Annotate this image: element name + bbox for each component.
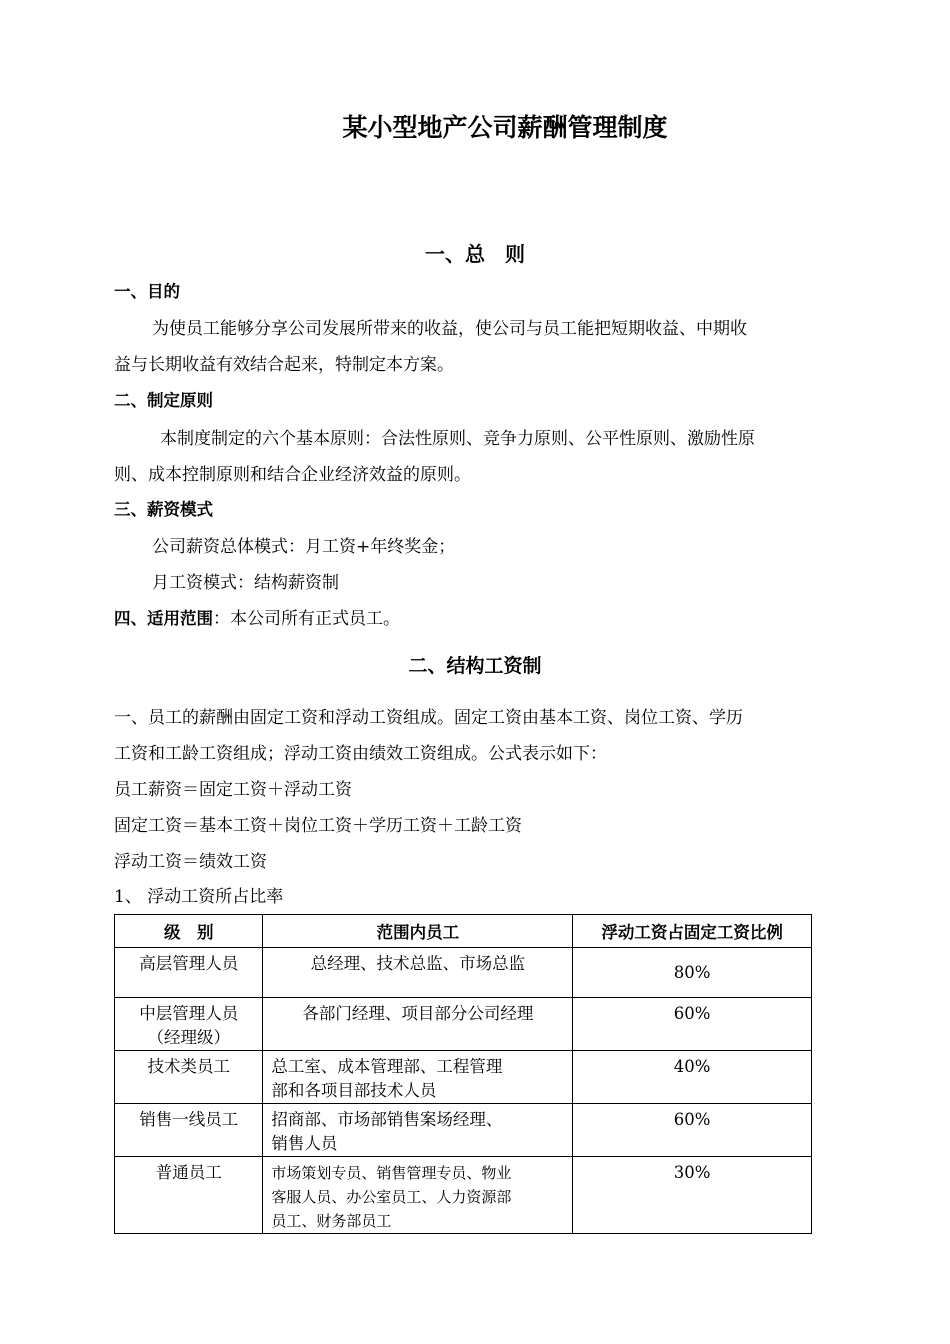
- salary-model-line-1: 公司薪资总体模式：月工资+年终奖金；: [152, 537, 456, 557]
- table-row: [115, 1157, 812, 1234]
- scope-text: ：本公司所有正式员工。: [213, 609, 400, 629]
- purpose-text-line-2: 益与长期收益有效结合起来，特制定本方案。: [114, 355, 454, 375]
- document-title: 某小型地产公司薪酬管理制度: [342, 113, 668, 142]
- header-level: 级 别: [115, 915, 263, 948]
- rate-text: 40%: [673, 1057, 711, 1076]
- table-row: [115, 948, 812, 998]
- subsection-floating-ratio: 1、 浮动工资所占比率: [114, 887, 284, 907]
- section-label-principles: 二、制定原则: [114, 391, 213, 410]
- cell-rate: [573, 998, 812, 1051]
- table-row: [115, 1104, 812, 1157]
- section-label-scope: 四、适用范围: [114, 609, 213, 628]
- table-row: [115, 998, 812, 1051]
- cell-level: [115, 1104, 263, 1157]
- level-text: 中层管理人员: [139, 1004, 239, 1023]
- section-label-purpose: 一、目的: [114, 282, 180, 301]
- table-header-row: [115, 915, 812, 948]
- purpose-text-line-1: 为使员工能够分享公司发展所带来的收益，使公司与员工能把短期收益、中期收: [152, 319, 747, 339]
- rate-text: 60%: [673, 1004, 711, 1023]
- header-ratio: 浮动工资占固定工资比例: [573, 915, 812, 948]
- formula-fixed-salary: 固定工资＝基本工资＋岗位工资＋学历工资＋工龄工资: [114, 816, 522, 836]
- cell-scope: [263, 948, 573, 998]
- header-scope: 范围内员工: [263, 915, 573, 948]
- cell-level: [115, 1051, 263, 1104]
- cell-rate: [573, 1157, 812, 1234]
- cell-scope: [263, 1104, 573, 1157]
- scope-text: 各部门经理、项目部分公司经理: [302, 1004, 534, 1023]
- scope-text: 客服人员、办公室员工、人力资源部: [271, 1188, 512, 1206]
- cell-rate: [573, 1051, 812, 1104]
- principles-text-line-1: 本制度制定的六个基本原则：合法性原则、竞争力原则、公平性原则、激励性原: [160, 429, 755, 449]
- scope-text: 员工、财务部员工: [271, 1212, 392, 1230]
- level-text: 普通员工: [155, 1163, 222, 1182]
- cell-level: [115, 1157, 263, 1234]
- scope-text: 销售人员: [271, 1134, 338, 1153]
- cell-rate: [573, 1104, 812, 1157]
- scope-text: 市场策划专员、销售管理专员、物业: [271, 1164, 512, 1182]
- level-text: 技术类员工: [147, 1057, 230, 1076]
- level-text: 高层管理人员: [139, 954, 239, 973]
- principles-text-line-2: 则、成本控制原则和结合企业经济效益的原则。: [114, 465, 471, 485]
- scope-text: 招商部、市场部销售案场经理、: [271, 1110, 503, 1129]
- structure-text-line-1: 一、员工的薪酬由固定工资和浮动工资组成。固定工资由基本工资、岗位工资、学历: [114, 708, 743, 728]
- chapter-heading-general: 一、总 则: [425, 242, 525, 266]
- chapter-heading-structure: 二、结构工资制: [408, 655, 542, 677]
- cell-scope: [263, 1051, 573, 1104]
- level-text: （经理级）: [147, 1028, 230, 1047]
- scope-text: 总经理、技术总监、市场总监: [310, 954, 526, 973]
- structure-text-line-2: 工资和工龄工资组成；浮动工资由绩效工资组成。公式表示如下：: [114, 744, 607, 764]
- rate-text: 30%: [673, 1163, 711, 1182]
- scope-line: [114, 604, 400, 629]
- cell-rate: [573, 948, 812, 998]
- cell-level: [115, 948, 263, 998]
- formula-total-salary: 员工薪资＝固定工资＋浮动工资: [114, 780, 352, 800]
- formula-floating-salary: 浮动工资＝绩效工资: [114, 852, 267, 872]
- salary-model-line-2: 月工资模式：结构薪资制: [152, 573, 339, 593]
- section-label-salary-model: 三、薪资模式: [114, 500, 213, 519]
- rate-text: 60%: [673, 1110, 711, 1129]
- scope-text: 部和各项目部技术人员: [271, 1081, 437, 1100]
- level-text: 销售一线员工: [139, 1110, 239, 1129]
- cell-level: [115, 998, 263, 1051]
- floating-ratio-table: [114, 914, 812, 1234]
- cell-scope: [263, 1157, 573, 1234]
- rate-text: 80%: [673, 963, 711, 982]
- table-row: [115, 1051, 812, 1104]
- cell-scope: [263, 998, 573, 1051]
- scope-text: 总工室、成本管理部、工程管理: [271, 1057, 503, 1076]
